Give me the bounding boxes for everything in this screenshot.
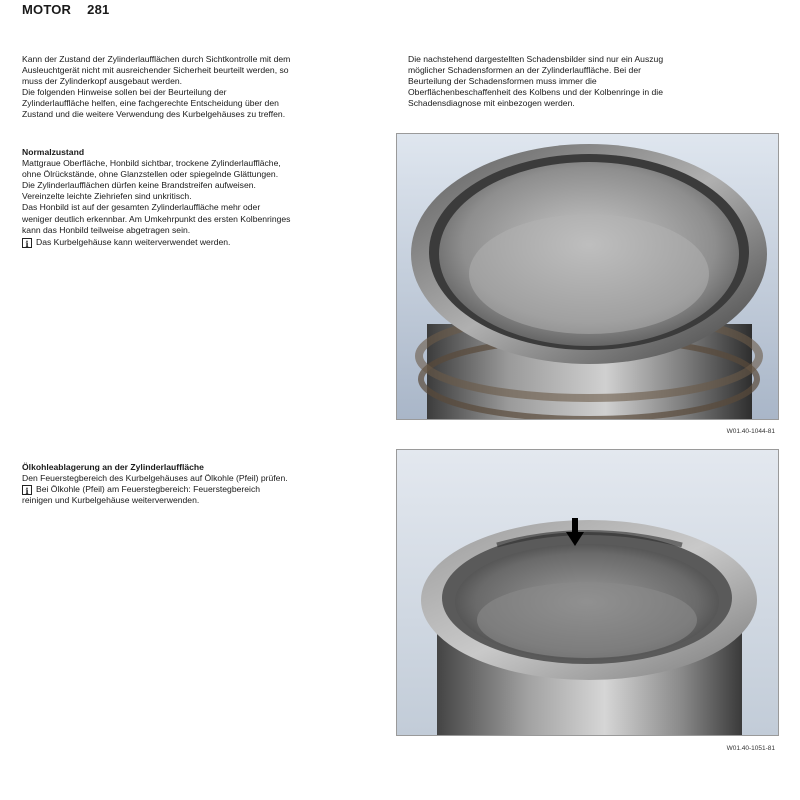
oil-note-line: Bei Ölkohle (Pfeil) am Feuerstegbereich: Feuerstegbereich bbox=[36, 484, 261, 495]
oil-section bbox=[22, 462, 397, 506]
text-line: möglicher Schadensformen an der Zylinderlauffläche. Bei der bbox=[408, 65, 641, 76]
text-line: Vereinzelte leichte Ziehriefen sind unkritisch. bbox=[22, 191, 192, 202]
normal-heading: Normalzustand bbox=[22, 147, 85, 157]
text-line: Zustand und die weitere Verwendung des Kurbelgehäuses zu treffen. bbox=[22, 109, 286, 120]
text-line: Zylinderlauffläche helfen, eine fachgerechte Entscheidung über den bbox=[22, 98, 279, 109]
text-line: Ausleuchtgerät nicht mit ausreichender Sicherheit beurteilt werden, so bbox=[22, 65, 289, 76]
oil-note-line: reinigen und Kurbelgehäuse weiterverwenden. bbox=[22, 495, 200, 506]
text-line: Schadensdiagnose mit einbezogen werden. bbox=[408, 98, 575, 109]
left-intro bbox=[22, 54, 387, 121]
figure-caption: W01.40-1044-81 bbox=[726, 428, 775, 435]
normal-section bbox=[22, 147, 392, 248]
text-line: Die Zylinderlaufflächen dürfen keine Brandstreifen aufweisen. bbox=[22, 180, 256, 191]
oil-heading: Ölkohleablagerung an der Zylinderlauffläche bbox=[22, 462, 204, 472]
cylinder-photo-normal bbox=[396, 133, 779, 420]
text-line: kann das Honbild teilweise abgetragen sein. bbox=[22, 224, 191, 235]
info-icon: i bbox=[22, 238, 32, 248]
page-number: 281 bbox=[87, 2, 110, 17]
text-line: Kann der Zustand der Zylinderlaufflächen durch Sichtkontrolle mit dem bbox=[22, 54, 291, 64]
text-line: muss der Zylinderkopf ausgebaut werden. bbox=[22, 76, 183, 87]
text-line: Die folgenden Hinweise sollen bei der Beurteilung der bbox=[22, 87, 227, 98]
text-line: Oberflächenbeschaffenheit des Kolbens und der Kolbenringe in die bbox=[408, 87, 663, 98]
right-intro bbox=[408, 54, 788, 109]
text-line: Mattgraue Oberfläche, Honbild sichtbar, trockene Zylinderlauffläche, bbox=[22, 158, 281, 169]
normal-note: Das Kurbelgehäuse kann weiterverwendet werden. bbox=[36, 236, 231, 247]
info-icon: i bbox=[22, 485, 32, 495]
cylinder-illustration bbox=[397, 450, 778, 735]
cylinder-photo-oil-carbon bbox=[396, 449, 779, 736]
text-line: Die nachstehend dargestellten Schadensbilder sind nur ein Auszug bbox=[408, 54, 664, 64]
page-header bbox=[22, 2, 109, 17]
section-title: MOTOR bbox=[22, 2, 72, 17]
text-line: weniger deutlich erkennbar. Am Umkehrpunkt des ersten Kolbenringes bbox=[22, 213, 291, 224]
text-line: ohne Ölrückstände, ohne Glanzstellen oder spiegelnde Glättungen. bbox=[22, 169, 279, 180]
figure-caption: W01.40-1051-81 bbox=[726, 745, 775, 752]
text-line: Das Honbild ist auf der gesamten Zylinderlauffläche mehr oder bbox=[22, 202, 261, 213]
cylinder-illustration bbox=[397, 134, 778, 419]
text-line: Den Feuerstegbereich des Kurbelgehäuses auf Ölkohle (Pfeil) prüfen. bbox=[22, 473, 288, 484]
text-line: Beurteilung der Schadensformen muss immer die bbox=[408, 76, 597, 87]
